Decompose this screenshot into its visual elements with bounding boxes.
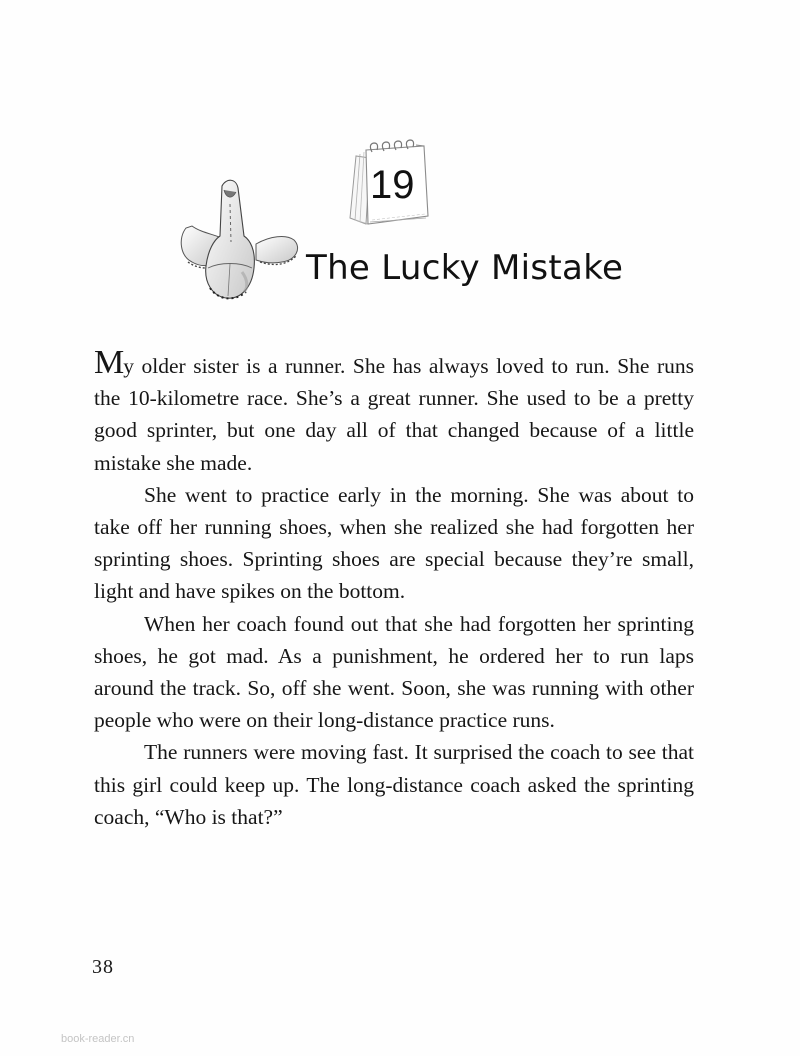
paragraph-1-text: y older sister is a runner. She has always loved to run. She runs the 10-kilometre race. She’s a great runner. She used to be a pretty good sprinter, but one day all of that changed because of a little mistake she made. <box>94 354 694 475</box>
chapter-number: 19 <box>370 163 415 207</box>
paragraph-4: The runners were moving fast. It surprised the coach to see that this girl could keep up. The long-distance coach asked the sprinting coach, “Who is that?” <box>94 740 694 829</box>
dropcap-letter: M <box>94 344 124 381</box>
page-number: 38 <box>92 956 114 978</box>
watermark: book-reader.cn <box>61 1033 135 1045</box>
paragraph-1 <box>94 344 694 479</box>
paragraph-2: She went to practice early in the morning. She was about to take off her running shoes, when she realized she had forgotten her sprinting shoes. Sprinting shoes are special because they’re small, light and have spikes on the bottom. <box>94 482 694 604</box>
running-shoes-illustration <box>178 176 303 304</box>
story-text <box>94 344 694 833</box>
chapter-title: The Lucky Mistake <box>306 248 624 288</box>
paragraph-3: When her coach found out that she had forgotten her sprinting shoes, he got mad. As a punishment, he ordered her to run laps around the track. So, off she went. Soon, she was running with other people who were on their long-distance practice runs. <box>94 611 694 733</box>
